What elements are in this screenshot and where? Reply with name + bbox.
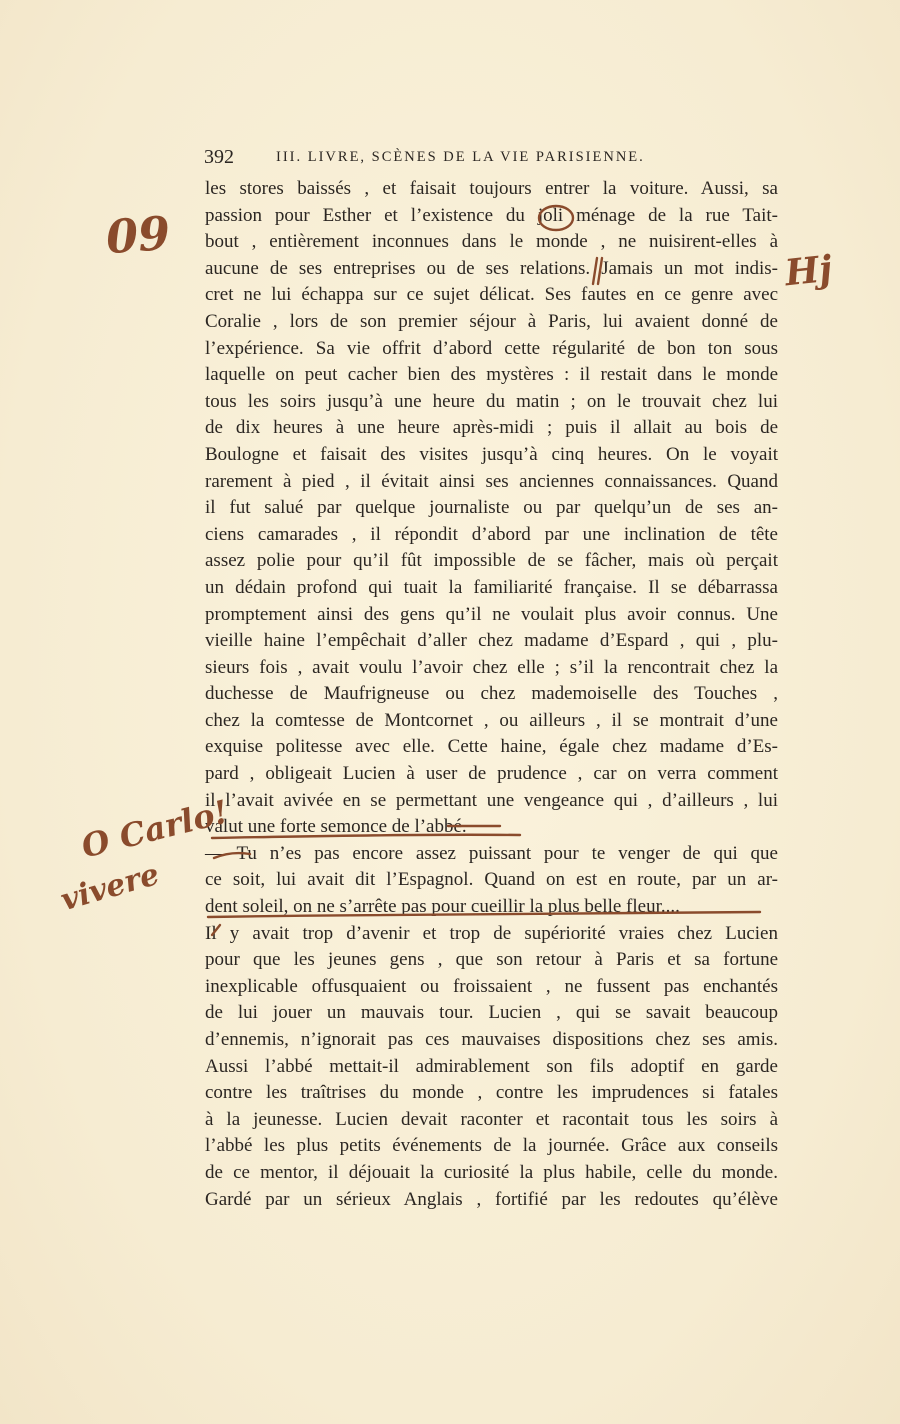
text-line: pour que les jeunes gens , que son retour à Paris et sa fortune [205, 949, 778, 971]
text-line: un dédain profond qui tuait la familiarité française. Il se débarrassa [205, 576, 778, 598]
text-line: passion pour Esther et l’existence du joli ménage de la rue Tait- [205, 204, 778, 226]
text-line: les stores baissés , et faisait toujours entrer la voiture. Aussi, sa [205, 178, 778, 199]
text-line: de ce mentor, il déjouait la curiosité la plus habile, celle du monde. [205, 1161, 778, 1183]
text-line: promptement ainsi des gens qu’il ne voulait plus avoir connus. Une [205, 603, 778, 625]
text-line: de lui jouer un mauvais tour. Lucien , qui se savait beaucoup [205, 1002, 778, 1024]
text-line: d’ennemis, n’ignorait pas ces mauvaises dispositions chez ses amis. [205, 1029, 778, 1050]
text-line: de dix heures à une heure après-midi ; puis il allait au bois de [205, 417, 778, 439]
margin-note-hj: Hj [782, 247, 835, 295]
text-line: bout , entièrement inconnues dans le monde , ne nuisirent-elles à [205, 231, 778, 253]
text-line: il l’avait avivée en se permettant une vengeance qui , d’ailleurs , lui [205, 789, 778, 811]
text-line: vieille haine l’empêchait d’aller chez madame d’Espard , qui , plu- [205, 630, 778, 652]
text-line: tous les soirs jusqu’à une heure du matin ; on le trouvait chez lui [205, 390, 778, 412]
text-line: exquise politesse avec elle. Cette haine, égale chez madame d’Es- [205, 736, 778, 758]
text-line: rarement à pied , il évitait ainsi ses anciennes connaissances. Quand [205, 470, 778, 492]
text-line: cret ne lui échappa sur ce sujet délicat. Ses fautes en ce genre avec [205, 284, 778, 306]
page-header [204, 146, 700, 174]
text-line: sieurs fois , avait voulu l’avoir chez elle ; s’il la rencontrait chez la [205, 656, 778, 678]
text-line: assez polie pour qu’il fût impossible de se fâcher, mais où perçait [205, 550, 778, 572]
text-line: Gardé par un sérieux Anglais , fortifié par les redoutes qu’élève [205, 1188, 778, 1210]
text-line: il fut salué par quelque journaliste ou par quelqu’un de ses an- [205, 497, 778, 519]
text-line: ce soit, lui avait dit l’Espagnol. Quand on est en route, par un ar- [205, 869, 778, 891]
running-title: III. LIVRE, SCÈNES DE LA VIE PARISIENNE. [276, 149, 645, 165]
text-line: à la jeunesse. Lucien devait raconter et racontait tous les soirs à [205, 1108, 778, 1130]
text-line: laquelle on peut cacher bien des mystères : il restait dans le monde [205, 364, 778, 386]
page-number: 392 [204, 146, 234, 168]
text-line: duchesse de Maufrigneuse ou chez mademoiselle des Touches , [205, 683, 778, 705]
margin-note-09: 09 [104, 205, 172, 265]
margin-note-vivere: vivere [57, 856, 164, 919]
text-line: chez la comtesse de Montcornet , ou ailleurs , il se montrait d’une [205, 709, 778, 731]
text-line: Il y avait trop d’avenir et trop de supériorité vraies chez Lucien [205, 922, 778, 944]
text-line: Aussi l’abbé mettait-il admirablement son fils adoptif en garde [205, 1055, 778, 1077]
text-line: dent soleil, on ne s’arrête pas pour cueillir la plus belle fleur.... [205, 896, 680, 918]
text-line: valut une forte semonce de l’abbé. [205, 816, 467, 838]
text-line: aucune de ses entreprises ou de ses relations. Jamais un mot indis- [205, 257, 778, 279]
body-text [205, 176, 778, 1213]
text-line: l’abbé les plus petits événements de la journée. Grâce aux conseils [205, 1135, 778, 1157]
text-line: inexplicable offusquaient ou froissaient , ne fussent pas enchantés [205, 975, 778, 997]
text-line: ciens camarades , il répondit d’abord par une inclination de tête [205, 523, 778, 545]
text-line: Boulogne et faisait des visites jusqu’à cinq heures. On le voyait [205, 443, 778, 465]
text-line: pard , obligeait Lucien à user de prudence , car on verra comment [205, 763, 778, 785]
text-line: l’expérience. Sa vie offrit d’abord cette régularité de bon ton sous [205, 337, 778, 359]
margin-note-carlo: O Carlo! [77, 792, 232, 866]
text-line: Coralie , lors de son premier séjour à Paris, lui avaient donné de [205, 310, 778, 332]
text-line: — Tu n’es pas encore assez puissant pour te venger de qui que [205, 842, 778, 864]
text-line: contre les traîtrises du monde , contre les imprudences si fatales [205, 1082, 778, 1104]
